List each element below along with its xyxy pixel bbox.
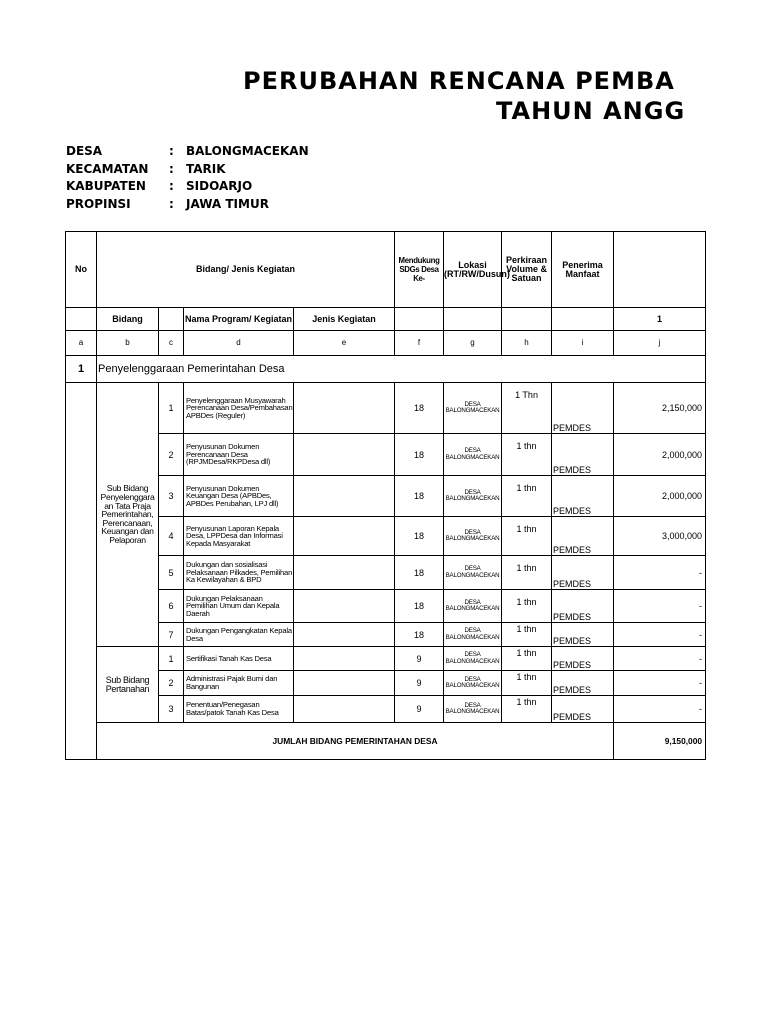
subbidang-pertanahan: Sub Bidang Pertanahan: [97, 647, 159, 723]
letter-cell: c: [159, 331, 184, 356]
row-program: Dukungan Pengangkatan Kepala Desa: [184, 623, 294, 647]
table-row: [66, 696, 706, 723]
row-lokasi: DESA BALONGMACEKAN: [444, 434, 502, 476]
row-biaya: -: [614, 696, 706, 723]
row-program: Sertifikasi Tanah Kas Desa: [184, 647, 294, 671]
table-row: [66, 517, 706, 556]
no-column-empty: [66, 383, 97, 760]
info-value: TARIK: [186, 161, 226, 176]
row-lokasi: DESA BALONGMACEKAN: [444, 556, 502, 590]
letter-cell: g: [444, 331, 502, 356]
row-program: Dukungan dan sosialisasi Pelaksanaan Pilkades, Pemilihan Ka Kewilayahan & BPD: [184, 556, 294, 590]
info-label: DESA: [66, 144, 103, 158]
header-lokasi: Lokasi (RT/RW/Dusun): [444, 232, 502, 308]
row-jenis: [294, 623, 395, 647]
row-volume: 1 thn: [502, 623, 552, 647]
total-label: JUMLAH BIDANG PEMERINTAHAN DESA: [97, 723, 614, 760]
row-lokasi: DESA BALONGMACEKAN: [444, 696, 502, 723]
row-biaya: -: [614, 671, 706, 696]
row-biaya: 2,000,000: [614, 476, 706, 517]
row-penerima: PEMDES: [552, 623, 614, 647]
letter-cell: e: [294, 331, 395, 356]
subheader-empty: [552, 308, 614, 331]
row-jenis: [294, 696, 395, 723]
row-no: 5: [159, 556, 184, 590]
row-volume: 1 thn: [502, 671, 552, 696]
section-no: 1: [66, 356, 97, 383]
table-row: [66, 556, 706, 590]
row-volume: 1 thn: [502, 476, 552, 517]
row-jenis: [294, 476, 395, 517]
row-lokasi: DESA BALONGMACEKAN: [444, 476, 502, 517]
total-value: 9,150,000: [614, 723, 706, 760]
table-row: [66, 383, 706, 434]
row-penerima: PEMDES: [552, 671, 614, 696]
info-colon: :: [169, 179, 174, 194]
header-penerima: Penerima Manfaat: [552, 232, 614, 308]
info-colon: :: [169, 161, 174, 176]
subheader-empty: [159, 308, 184, 331]
row-penerima: PEMDES: [552, 476, 614, 517]
row-volume: 1 thn: [502, 590, 552, 623]
row-jenis: [294, 590, 395, 623]
info-value: JAWA TIMUR: [186, 197, 269, 212]
letter-cell: j: [614, 331, 706, 356]
letter-row: [66, 331, 706, 356]
table-row: [66, 647, 706, 671]
row-lokasi: DESA BALONGMACEKAN: [444, 671, 502, 696]
row-biaya: -: [614, 623, 706, 647]
document-title-line-2: TAHUN ANGG: [496, 97, 686, 125]
section-row: [66, 356, 706, 383]
row-penerima: PEMDES: [552, 696, 614, 723]
subheader-program: Nama Program/ Kegiatan: [184, 308, 294, 331]
row-lokasi: DESA BALONGMACEKAN: [444, 623, 502, 647]
row-penerima: PEMDES: [552, 383, 614, 434]
subheader-jenis: Jenis Kegiatan: [294, 308, 395, 331]
row-no: 4: [159, 517, 184, 556]
row-program: Penyusunan Dokumen Keuangan Desa (APBDes, APBDes Perubahan, LPJ dll): [184, 476, 294, 517]
letter-cell: b: [97, 331, 159, 356]
row-no: 3: [159, 696, 184, 723]
row-volume: 1 thn: [502, 647, 552, 671]
table-row: [66, 476, 706, 517]
row-penerima: PEMDES: [552, 647, 614, 671]
row-jenis: [294, 434, 395, 476]
row-biaya: 2,150,000: [614, 383, 706, 434]
info-value: SIDOARJO: [186, 179, 253, 194]
subheader-col-1: 1: [614, 308, 706, 331]
row-biaya: -: [614, 556, 706, 590]
row-sdgs: 9: [395, 696, 444, 723]
info-value: BALONGMACEKAN: [186, 144, 309, 158]
subheader-empty: [444, 308, 502, 331]
row-no: 7: [159, 623, 184, 647]
row-lokasi: DESA BALONGMACEKAN: [444, 383, 502, 434]
document-title-line-1: PERUBAHAN RENCANA PEMBA: [243, 67, 675, 95]
table-row: [66, 434, 706, 476]
row-no: 1: [159, 383, 184, 434]
row-sdgs: 18: [395, 517, 444, 556]
subheader-empty: [502, 308, 552, 331]
total-row: [66, 723, 706, 760]
row-program: Penyelenggaraan Musyawarah Perencanaan Desa/Pembahasan APBDes (Reguler): [184, 383, 294, 434]
row-biaya: 2,000,000: [614, 434, 706, 476]
row-jenis: [294, 383, 395, 434]
info-label: PROPINSI: [66, 197, 131, 212]
subheader-empty: [395, 308, 444, 331]
row-program: Penyusunan Dokumen Perencanaan Desa (RPJMDesa/RKPDesa dll): [184, 434, 294, 476]
row-sdgs: 18: [395, 383, 444, 434]
row-sdgs: 9: [395, 671, 444, 696]
row-no: 2: [159, 671, 184, 696]
row-biaya: -: [614, 647, 706, 671]
subheader-row: [66, 308, 706, 331]
row-volume: 1 thn: [502, 556, 552, 590]
subbidang-pemerintahan: Sub Bidang Penyelenggara an Tata Praja Pemerintahan, Perencanaan, Keuangan dan Pelaporan: [97, 383, 159, 647]
row-volume: 1 thn: [502, 517, 552, 556]
row-volume: 1 thn: [502, 696, 552, 723]
row-no: 6: [159, 590, 184, 623]
row-no: 2: [159, 434, 184, 476]
row-penerima: PEMDES: [552, 590, 614, 623]
header-volume: Perkiraan Volume & Satuan: [502, 232, 552, 308]
subheader-empty: [66, 308, 97, 331]
header-sdgs: Mendukung SDGs Desa Ke-: [395, 232, 444, 308]
letter-cell: d: [184, 331, 294, 356]
row-jenis: [294, 556, 395, 590]
table-row: [66, 590, 706, 623]
letter-cell: f: [395, 331, 444, 356]
row-jenis: [294, 517, 395, 556]
info-colon: :: [169, 197, 174, 212]
row-penerima: PEMDES: [552, 434, 614, 476]
table-row: [66, 623, 706, 647]
table-row: [66, 671, 706, 696]
row-lokasi: DESA BALONGMACEKAN: [444, 647, 502, 671]
rkp-table: [65, 231, 706, 760]
row-program: Penentuan/Penegasan Batas/patok Tanah Kas Desa: [184, 696, 294, 723]
header-row: [66, 232, 706, 308]
row-program: Administrasi Pajak Bumi dan Bangunan: [184, 671, 294, 696]
row-penerima: PEMDES: [552, 556, 614, 590]
row-sdgs: 18: [395, 556, 444, 590]
row-volume: 1 thn: [502, 434, 552, 476]
row-sdgs: 18: [395, 434, 444, 476]
info-label: KECAMATAN: [66, 161, 149, 176]
letter-cell: a: [66, 331, 97, 356]
row-biaya: -: [614, 590, 706, 623]
header-biaya: [614, 232, 706, 308]
letter-cell: h: [502, 331, 552, 356]
row-biaya: 3,000,000: [614, 517, 706, 556]
row-lokasi: DESA BALONGMACEKAN: [444, 590, 502, 623]
row-no: 3: [159, 476, 184, 517]
row-no: 1: [159, 647, 184, 671]
row-jenis: [294, 647, 395, 671]
row-sdgs: 18: [395, 476, 444, 517]
letter-cell: i: [552, 331, 614, 356]
row-volume: 1 Thn: [502, 383, 552, 434]
row-program: Dukungan Pelaksanaan Pemilihan Umum dan Kepala Daerah: [184, 590, 294, 623]
row-penerima: PEMDES: [552, 517, 614, 556]
row-sdgs: 18: [395, 590, 444, 623]
header-bidang-jenis: Bidang/ Jenis Kegiatan: [97, 232, 395, 308]
row-sdgs: 18: [395, 623, 444, 647]
header-no: No: [66, 232, 97, 308]
info-label: KABUPATEN: [66, 179, 146, 194]
row-lokasi: DESA BALONGMACEKAN: [444, 517, 502, 556]
section-name: Penyelenggaraan Pemerintahan Desa: [97, 356, 706, 383]
row-sdgs: 9: [395, 647, 444, 671]
row-program: Penyusunan Laporan Kepala Desa, LPPDesa dan Informasi Kepada Masyarakat: [184, 517, 294, 556]
info-colon: :: [169, 144, 174, 158]
row-jenis: [294, 671, 395, 696]
subheader-bidang: Bidang: [97, 308, 159, 331]
